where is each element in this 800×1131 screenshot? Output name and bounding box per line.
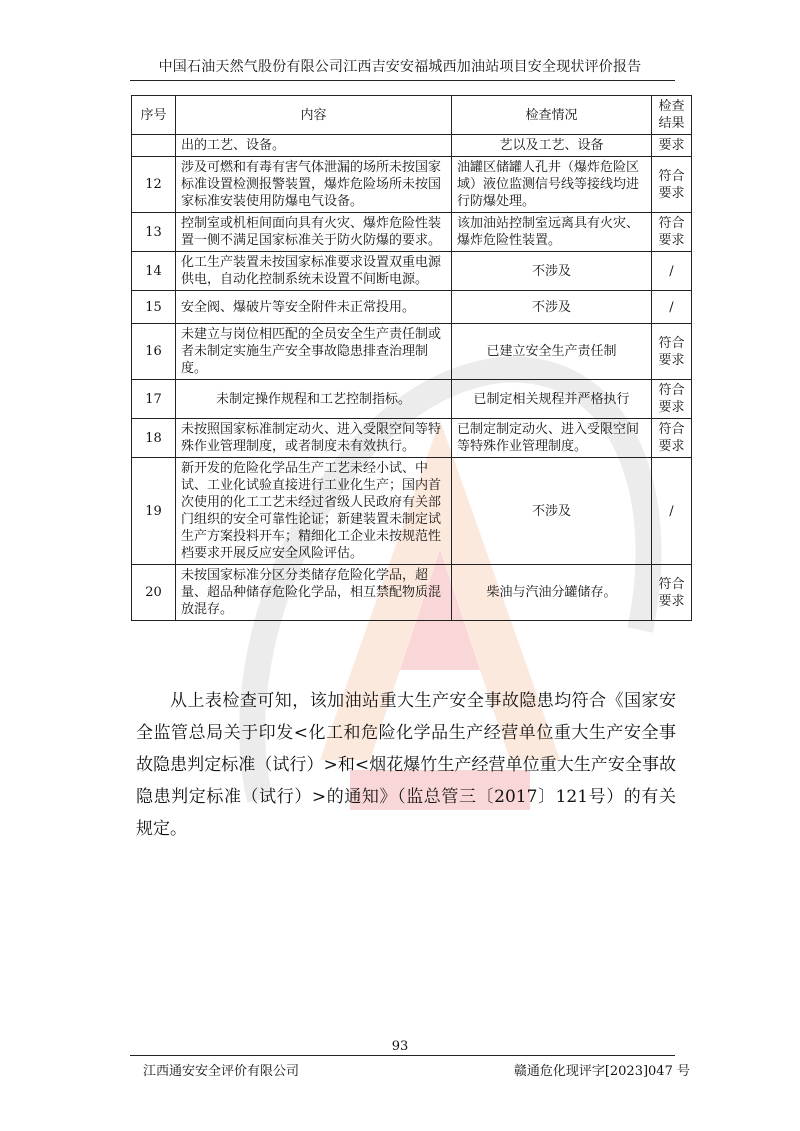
cell-no: 18 (132, 419, 176, 458)
cell-result: 符合要求 (652, 380, 692, 419)
cell-content: 新开发的危险化学品生产工艺未经小试、中试、工业化试验直接进行工业化生产；国内首次使用的化工工艺未经过省级人民政府有关部门组织的安全可靠性论证；新建装置未制定试生产方案投料开车；精细化工企业未按规范性档要求开展反应安全风险评估。 (176, 458, 452, 565)
cell-content: 化工生产装置未按国家标准要求设置双重电源供电，自动化控制系统未设置不间断电源。 (176, 252, 452, 291)
footer-divider (130, 1055, 675, 1056)
header-result: 检查结果 (652, 96, 692, 135)
cell-check: 不涉及 (452, 291, 652, 324)
cell-result: / (652, 458, 692, 565)
footer-company: 江西通安安全评价有限公司 (143, 1064, 300, 1079)
cell-no: 16 (132, 324, 176, 380)
cell-check: 不涉及 (452, 458, 652, 565)
table-row (132, 380, 692, 419)
cell-result: 符合要求 (652, 157, 692, 213)
summary-paragraph: 从上表检查可知，该加油站重大生产安全事故隐患均符合《国家安全监管总局关于印发<化工和危险化学品生产经营单位重大生产安全事故隐患判定标准（试行）>和<烟花爆竹生产经营单位重大生产安全事故隐患判定标准（试行）>的通知》（监总管三〔2017〕121号）的有关规定。 (136, 691, 676, 839)
table-row (132, 213, 692, 252)
table-row (132, 252, 692, 291)
cell-content: 涉及可燃和有毒有害气体泄漏的场所未按国家标准设置检测报警装置，爆炸危险场所未按国家标准安装使用防爆电气设备。 (176, 157, 452, 213)
cell-no: 15 (132, 291, 176, 324)
cell-result: / (652, 252, 692, 291)
cell-check: 已制定相关规程并严格执行 (452, 380, 652, 419)
cell-content: 安全阀、爆破片等安全附件未正常投用。 (176, 291, 452, 324)
cell-no: 13 (132, 213, 176, 252)
cell-content: 控制室或机柜间面向具有火灾、爆炸危险性装置一侧不满足国家标准关于防火防爆的要求。 (176, 213, 452, 252)
cell-result: / (652, 291, 692, 324)
table-row (132, 419, 692, 458)
footer-doc-number: 赣通危化现评字[2023]047 号 (513, 1064, 690, 1079)
cell-check: 柴油与汽油分罐储存。 (452, 565, 652, 621)
cell-no: 12 (132, 157, 176, 213)
cell-result: 符合要求 (652, 213, 692, 252)
cell-content: 未制定操作规程和工艺控制指标。 (176, 380, 452, 419)
table-header-row (132, 96, 692, 135)
cell-check: 已建立安全生产责任制 (452, 324, 652, 380)
table-row (132, 565, 692, 621)
cell-check: 已制定制定动火、进入受限空间等特殊作业管理制度。 (452, 419, 652, 458)
header-content: 内容 (176, 96, 452, 135)
cell-content: 未按国家标准分区分类储存危险化学品，超量、超品种储存危险化学品，相互禁配物质混放混存。 (176, 565, 452, 621)
cell-result: 符合要求 (652, 324, 692, 380)
cell-check: 油罐区储罐人孔井（爆炸危险区域）液位监测信号线等接线均进行防爆处理。 (452, 157, 652, 213)
table-row (132, 324, 692, 380)
table-row (132, 291, 692, 324)
cell-content: 未按照国家标准制定动火、进入受限空间等特殊作业管理制度，或者制度未有效执行。 (176, 419, 452, 458)
cell-content: 出的工艺、设备。 (176, 135, 452, 157)
cell-no: 14 (132, 252, 176, 291)
page-header: 中国石油天然气股份有限公司江西吉安安福城西加油站项目安全现状评价报告 (158, 59, 642, 75)
table-row (132, 458, 692, 565)
table-row-continued (132, 135, 692, 157)
cell-check: 艺以及工艺、设备 (452, 135, 652, 157)
hazard-check-table (131, 95, 692, 621)
header-divider (130, 80, 675, 81)
cell-result: 要求 (652, 135, 692, 157)
cell-check: 该加油站控制室远离具有火灾、爆炸危险性装置。 (452, 213, 652, 252)
table-row (132, 157, 692, 213)
cell-no: 17 (132, 380, 176, 419)
header-no: 序号 (132, 96, 176, 135)
header-check: 检查情况 (452, 96, 652, 135)
cell-check: 不涉及 (452, 252, 652, 291)
cell-content: 未建立与岗位相匹配的全员安全生产责任制或者未制定实施生产安全事故隐患排查治理制度。 (176, 324, 452, 380)
cell-result: 符合要求 (652, 565, 692, 621)
cell-no: 19 (132, 458, 176, 565)
cell-no (132, 135, 176, 157)
cell-no: 20 (132, 565, 176, 621)
page-number: 93 (391, 1039, 409, 1054)
cell-result: 符合要求 (652, 419, 692, 458)
